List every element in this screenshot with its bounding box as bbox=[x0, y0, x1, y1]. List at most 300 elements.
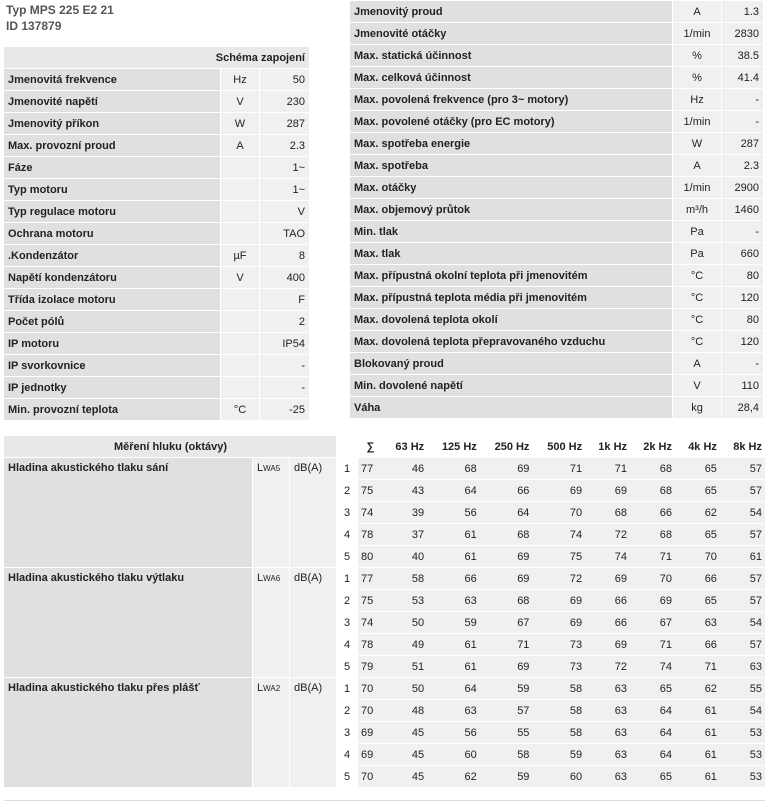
table-row bbox=[4, 245, 309, 267]
noise-value: 71 bbox=[675, 656, 720, 678]
param-unit: A bbox=[672, 1, 721, 23]
symbol-main: L bbox=[257, 572, 264, 584]
bottom-divider bbox=[4, 800, 765, 801]
param-value: - bbox=[721, 111, 763, 133]
table-row bbox=[350, 287, 763, 309]
noise-value: 64 bbox=[427, 678, 480, 700]
noise-value: 68 bbox=[630, 480, 675, 502]
noise-value: 77 bbox=[358, 458, 382, 480]
table-row bbox=[350, 89, 763, 111]
noise-value: 78 bbox=[358, 634, 382, 656]
table-row bbox=[4, 289, 309, 311]
table-row bbox=[4, 568, 765, 590]
noise-value: 68 bbox=[427, 458, 480, 480]
noise-value: 74 bbox=[585, 546, 630, 568]
noise-value: 50 bbox=[382, 678, 427, 700]
param-value: TAO bbox=[259, 223, 309, 245]
noise-value: 50 bbox=[382, 612, 427, 634]
noise-value: 69 bbox=[585, 634, 630, 656]
param-value: 2.3 bbox=[721, 155, 763, 177]
param-label: Typ motoru bbox=[4, 179, 220, 201]
noise-value: 48 bbox=[382, 700, 427, 722]
motor-parameters-table bbox=[4, 47, 309, 421]
table-row bbox=[4, 333, 309, 355]
noise-value: 61 bbox=[427, 634, 480, 656]
noise-value: 71 bbox=[480, 634, 533, 656]
noise-value: 59 bbox=[532, 744, 585, 766]
param-unit bbox=[220, 157, 259, 179]
table-row bbox=[350, 375, 763, 397]
param-unit: A bbox=[220, 135, 259, 157]
noise-value: 62 bbox=[675, 502, 720, 524]
noise-value: 59 bbox=[427, 612, 480, 634]
noise-value: 70 bbox=[532, 502, 585, 524]
param-value: 2 bbox=[259, 311, 309, 333]
param-unit: kg bbox=[672, 397, 721, 419]
noise-value: 78 bbox=[358, 524, 382, 546]
table-row bbox=[350, 265, 763, 287]
noise-value: 53 bbox=[720, 744, 765, 766]
row-index: 2 bbox=[336, 700, 358, 722]
table-row bbox=[350, 23, 763, 45]
noise-value: 59 bbox=[480, 766, 533, 788]
performance-parameters-table bbox=[350, 1, 763, 419]
param-unit: m³/h bbox=[672, 199, 721, 221]
table-row bbox=[4, 399, 309, 421]
table-row bbox=[350, 1, 763, 23]
noise-value: 74 bbox=[358, 612, 382, 634]
noise-value: 72 bbox=[585, 656, 630, 678]
param-unit bbox=[220, 179, 259, 201]
column-header: 8k Hz bbox=[720, 436, 765, 458]
noise-value: 37 bbox=[382, 524, 427, 546]
param-value: 41.4 bbox=[721, 67, 763, 89]
noise-value: 63 bbox=[585, 766, 630, 788]
table-row bbox=[4, 157, 309, 179]
param-unit bbox=[220, 377, 259, 399]
param-label: Jmenovitý příkon bbox=[4, 113, 220, 135]
row-index: 2 bbox=[336, 590, 358, 612]
noise-value: 66 bbox=[427, 568, 480, 590]
param-value: - bbox=[721, 221, 763, 243]
noise-value: 68 bbox=[585, 502, 630, 524]
param-label: Max. objemový průtok bbox=[350, 199, 672, 221]
param-label: Třída izolace motoru bbox=[4, 289, 220, 311]
noise-value: 68 bbox=[480, 590, 533, 612]
table-row bbox=[350, 45, 763, 67]
noise-value: 70 bbox=[630, 568, 675, 590]
noise-value: 74 bbox=[358, 502, 382, 524]
noise-value: 72 bbox=[585, 524, 630, 546]
row-index: 4 bbox=[336, 524, 358, 546]
param-label: Max. dovolená teplota přepravovaného vzduchu bbox=[350, 331, 672, 353]
noise-value: 65 bbox=[630, 766, 675, 788]
param-label: Min. dovolené napětí bbox=[350, 375, 672, 397]
noise-value: 53 bbox=[382, 590, 427, 612]
param-unit: V bbox=[220, 91, 259, 113]
noise-value: 64 bbox=[480, 502, 533, 524]
noise-value: 64 bbox=[630, 722, 675, 744]
param-unit: A bbox=[672, 155, 721, 177]
noise-value: 63 bbox=[585, 678, 630, 700]
noise-value: 39 bbox=[382, 502, 427, 524]
param-value: 1.3 bbox=[721, 1, 763, 23]
noise-value: 55 bbox=[720, 678, 765, 700]
noise-value: 45 bbox=[382, 766, 427, 788]
noise-value: 54 bbox=[720, 612, 765, 634]
param-value: 120 bbox=[721, 331, 763, 353]
table-row bbox=[350, 397, 763, 419]
param-label: Jmenovité napětí bbox=[4, 91, 220, 113]
param-label: Max. otáčky bbox=[350, 177, 672, 199]
row-index: 5 bbox=[336, 656, 358, 678]
noise-value: 69 bbox=[480, 458, 533, 480]
table-row bbox=[350, 353, 763, 375]
row-index: 3 bbox=[336, 722, 358, 744]
param-value: 287 bbox=[259, 113, 309, 135]
symbol-subscript: WA6 bbox=[263, 574, 281, 583]
param-label: IP motoru bbox=[4, 333, 220, 355]
row-index: 2 bbox=[336, 480, 358, 502]
noise-value: 61 bbox=[427, 524, 480, 546]
noise-value: 63 bbox=[427, 590, 480, 612]
param-unit: 1/min bbox=[672, 23, 721, 45]
noise-value: 61 bbox=[675, 700, 720, 722]
noise-value: 67 bbox=[480, 612, 533, 634]
noise-value: 62 bbox=[675, 678, 720, 700]
noise-value: 63 bbox=[675, 612, 720, 634]
param-value: 2830 bbox=[721, 23, 763, 45]
noise-value: 66 bbox=[585, 612, 630, 634]
column-header: 1k Hz bbox=[585, 436, 630, 458]
param-unit: °C bbox=[672, 265, 721, 287]
noise-value: 49 bbox=[382, 634, 427, 656]
param-unit: W bbox=[672, 133, 721, 155]
param-label: Max. provozní proud bbox=[4, 135, 220, 157]
noise-value: 63 bbox=[585, 700, 630, 722]
param-label: Max. spotřeba energie bbox=[350, 133, 672, 155]
noise-value: 67 bbox=[630, 612, 675, 634]
noise-value: 53 bbox=[720, 766, 765, 788]
noise-value: 57 bbox=[480, 700, 533, 722]
noise-value: 65 bbox=[630, 678, 675, 700]
schema-label: Schéma zapojení bbox=[4, 47, 309, 69]
table-row bbox=[350, 67, 763, 89]
noise-value: 61 bbox=[675, 766, 720, 788]
noise-value: 74 bbox=[630, 656, 675, 678]
param-value: 400 bbox=[259, 267, 309, 289]
noise-value: 57 bbox=[720, 458, 765, 480]
param-value: 110 bbox=[721, 375, 763, 397]
noise-value: 68 bbox=[480, 524, 533, 546]
noise-value: 61 bbox=[675, 744, 720, 766]
noise-value: 75 bbox=[532, 546, 585, 568]
noise-value: 40 bbox=[382, 546, 427, 568]
param-value: 2.3 bbox=[259, 135, 309, 157]
column-header: 250 Hz bbox=[480, 436, 533, 458]
param-label: IP svorkovnice bbox=[4, 355, 220, 377]
param-unit: % bbox=[672, 67, 721, 89]
table-row bbox=[350, 221, 763, 243]
table-row bbox=[350, 199, 763, 221]
noise-value: 70 bbox=[358, 700, 382, 722]
param-label: Max. statická účinnost bbox=[350, 45, 672, 67]
noise-value: 55 bbox=[480, 722, 533, 744]
noise-value: 61 bbox=[675, 722, 720, 744]
param-label: .Kondenzátor bbox=[4, 245, 220, 267]
table-row bbox=[350, 177, 763, 199]
noise-value: 54 bbox=[720, 700, 765, 722]
param-unit bbox=[220, 311, 259, 333]
noise-value: 61 bbox=[720, 546, 765, 568]
noise-value: 72 bbox=[532, 568, 585, 590]
param-label: Napětí kondenzátoru bbox=[4, 267, 220, 289]
noise-value: 57 bbox=[720, 480, 765, 502]
symbol-main: L bbox=[257, 682, 264, 694]
row-index: 1 bbox=[336, 458, 358, 480]
table-row bbox=[4, 135, 309, 157]
param-value: - bbox=[721, 89, 763, 111]
param-label: Počet pólů bbox=[4, 311, 220, 333]
product-type: Typ MPS 225 E2 21 bbox=[6, 3, 114, 17]
param-value: 28,4 bbox=[721, 397, 763, 419]
table-row bbox=[4, 69, 309, 91]
noise-value: 69 bbox=[585, 568, 630, 590]
param-label: Max. spotřeba bbox=[350, 155, 672, 177]
table-row bbox=[4, 179, 309, 201]
noise-value: 63 bbox=[427, 700, 480, 722]
column-header: 63 Hz bbox=[382, 436, 427, 458]
param-value: -25 bbox=[259, 399, 309, 421]
param-value: 230 bbox=[259, 91, 309, 113]
noise-value: 59 bbox=[480, 678, 533, 700]
param-unit: V bbox=[672, 375, 721, 397]
param-value: IP54 bbox=[259, 333, 309, 355]
param-value: - bbox=[259, 355, 309, 377]
param-value: - bbox=[721, 353, 763, 375]
param-label: Blokovaný proud bbox=[350, 353, 672, 375]
param-value: 120 bbox=[721, 287, 763, 309]
noise-value: 58 bbox=[480, 744, 533, 766]
table-row bbox=[4, 267, 309, 289]
param-value: - bbox=[259, 377, 309, 399]
param-value: 8 bbox=[259, 245, 309, 267]
noise-value: 57 bbox=[720, 634, 765, 656]
noise-value: 68 bbox=[630, 458, 675, 480]
group-symbol bbox=[252, 568, 289, 678]
noise-value: 56 bbox=[427, 722, 480, 744]
table-row bbox=[350, 243, 763, 265]
noise-value: 77 bbox=[358, 568, 382, 590]
noise-value: 62 bbox=[427, 766, 480, 788]
table-row bbox=[350, 155, 763, 177]
param-value: 38.5 bbox=[721, 45, 763, 67]
noise-value: 74 bbox=[532, 524, 585, 546]
param-unit: Pa bbox=[672, 221, 721, 243]
param-unit: °C bbox=[672, 287, 721, 309]
param-label: Min. tlak bbox=[350, 221, 672, 243]
row-index: 1 bbox=[336, 568, 358, 590]
noise-value: 66 bbox=[630, 502, 675, 524]
param-label: Ochrana motoru bbox=[4, 223, 220, 245]
noise-value: 69 bbox=[630, 590, 675, 612]
param-value: 287 bbox=[721, 133, 763, 155]
param-value: F bbox=[259, 289, 309, 311]
noise-value: 71 bbox=[585, 458, 630, 480]
noise-value: 57 bbox=[720, 524, 765, 546]
noise-value: 66 bbox=[585, 590, 630, 612]
row-index: 4 bbox=[336, 744, 358, 766]
column-header: ∑ bbox=[358, 436, 382, 458]
noise-value: 43 bbox=[382, 480, 427, 502]
param-value: 1460 bbox=[721, 199, 763, 221]
table-row bbox=[350, 111, 763, 133]
param-label: Min. provozní teplota bbox=[4, 399, 220, 421]
column-header: 2k Hz bbox=[630, 436, 675, 458]
param-unit: °C bbox=[672, 331, 721, 353]
param-label: Max. celková účinnost bbox=[350, 67, 672, 89]
row-index: 5 bbox=[336, 546, 358, 568]
noise-value: 69 bbox=[480, 546, 533, 568]
param-unit: µF bbox=[220, 245, 259, 267]
noise-value: 69 bbox=[480, 656, 533, 678]
param-unit: °C bbox=[220, 399, 259, 421]
noise-value: 65 bbox=[675, 590, 720, 612]
noise-value: 53 bbox=[720, 722, 765, 744]
noise-value: 73 bbox=[532, 634, 585, 656]
param-label: Max. povolené otáčky (pro EC motory) bbox=[350, 111, 672, 133]
param-unit: Hz bbox=[672, 89, 721, 111]
group-symbol bbox=[252, 458, 289, 568]
noise-table-title: Měření hluku (oktávy) bbox=[4, 436, 336, 458]
param-unit: 1/min bbox=[672, 177, 721, 199]
param-value: 2900 bbox=[721, 177, 763, 199]
noise-measurement-table bbox=[4, 436, 765, 788]
param-unit: Pa bbox=[672, 243, 721, 265]
noise-value: 71 bbox=[630, 546, 675, 568]
row-index: 4 bbox=[336, 634, 358, 656]
group-label: Hladina akustického tlaku výtlaku bbox=[4, 568, 252, 678]
noise-value: 75 bbox=[358, 480, 382, 502]
noise-value: 71 bbox=[532, 458, 585, 480]
table-row bbox=[4, 458, 765, 480]
table-row bbox=[4, 355, 309, 377]
param-value: 80 bbox=[721, 265, 763, 287]
param-value: 80 bbox=[721, 309, 763, 331]
row-index: 5 bbox=[336, 766, 358, 788]
noise-value: 69 bbox=[585, 480, 630, 502]
noise-value: 61 bbox=[427, 656, 480, 678]
noise-value: 57 bbox=[720, 590, 765, 612]
noise-value: 51 bbox=[382, 656, 427, 678]
noise-value: 63 bbox=[720, 656, 765, 678]
param-unit bbox=[220, 333, 259, 355]
param-value: 660 bbox=[721, 243, 763, 265]
group-unit: dB(A) bbox=[289, 458, 336, 568]
noise-value: 63 bbox=[585, 722, 630, 744]
noise-value: 65 bbox=[675, 480, 720, 502]
noise-value: 58 bbox=[532, 700, 585, 722]
table-row bbox=[350, 331, 763, 353]
param-label: Typ regulace motoru bbox=[4, 201, 220, 223]
noise-value: 63 bbox=[585, 744, 630, 766]
noise-value: 66 bbox=[480, 480, 533, 502]
noise-value: 60 bbox=[532, 766, 585, 788]
param-label: Max. přípustná okolní teplota při jmenovitém bbox=[350, 265, 672, 287]
noise-value: 73 bbox=[532, 656, 585, 678]
noise-value: 68 bbox=[630, 524, 675, 546]
table-row bbox=[4, 113, 309, 135]
param-unit: °C bbox=[672, 309, 721, 331]
product-id: ID 137879 bbox=[6, 19, 62, 33]
noise-value: 70 bbox=[358, 678, 382, 700]
param-unit: V bbox=[220, 267, 259, 289]
noise-value: 71 bbox=[630, 634, 675, 656]
param-unit: % bbox=[672, 45, 721, 67]
param-unit: A bbox=[672, 353, 721, 375]
schema-row bbox=[4, 47, 309, 69]
noise-value: 64 bbox=[427, 480, 480, 502]
noise-value: 61 bbox=[427, 546, 480, 568]
param-unit bbox=[220, 289, 259, 311]
noise-value: 69 bbox=[532, 612, 585, 634]
noise-value: 60 bbox=[427, 744, 480, 766]
noise-value: 69 bbox=[358, 722, 382, 744]
table-row bbox=[4, 91, 309, 113]
table-row bbox=[4, 223, 309, 245]
noise-value: 65 bbox=[675, 458, 720, 480]
param-unit: W bbox=[220, 113, 259, 135]
table-row bbox=[4, 311, 309, 333]
noise-value: 57 bbox=[720, 568, 765, 590]
param-value: V bbox=[259, 201, 309, 223]
noise-value: 65 bbox=[675, 524, 720, 546]
group-symbol bbox=[252, 678, 289, 788]
param-label: Max. povolená frekvence (pro 3~ motory) bbox=[350, 89, 672, 111]
noise-value: 69 bbox=[532, 590, 585, 612]
noise-value: 70 bbox=[675, 546, 720, 568]
param-label: IP jednotky bbox=[4, 377, 220, 399]
row-index: 3 bbox=[336, 502, 358, 524]
param-label: Jmenovitá frekvence bbox=[4, 69, 220, 91]
param-unit: 1/min bbox=[672, 111, 721, 133]
group-unit: dB(A) bbox=[289, 678, 336, 788]
noise-value: 69 bbox=[532, 480, 585, 502]
table-row bbox=[4, 201, 309, 223]
param-label: Jmenovitý proud bbox=[350, 1, 672, 23]
table-row bbox=[350, 309, 763, 331]
param-value: 1~ bbox=[259, 179, 309, 201]
row-index: 1 bbox=[336, 678, 358, 700]
noise-value: 75 bbox=[358, 590, 382, 612]
product-header bbox=[6, 2, 114, 34]
table-row bbox=[350, 133, 763, 155]
noise-value: 56 bbox=[427, 502, 480, 524]
symbol-subscript: WA5 bbox=[263, 464, 281, 473]
column-header: 500 Hz bbox=[532, 436, 585, 458]
param-label: Max. přípustná teplota média při jmenovitém bbox=[350, 287, 672, 309]
column-header: 125 Hz bbox=[427, 436, 480, 458]
param-unit bbox=[220, 355, 259, 377]
noise-value: 45 bbox=[382, 744, 427, 766]
noise-value: 64 bbox=[630, 700, 675, 722]
param-label: Jmenovité otáčky bbox=[350, 23, 672, 45]
param-unit bbox=[220, 223, 259, 245]
noise-value: 45 bbox=[382, 722, 427, 744]
noise-value: 66 bbox=[675, 634, 720, 656]
noise-value: 54 bbox=[720, 502, 765, 524]
symbol-main: L bbox=[257, 462, 264, 474]
